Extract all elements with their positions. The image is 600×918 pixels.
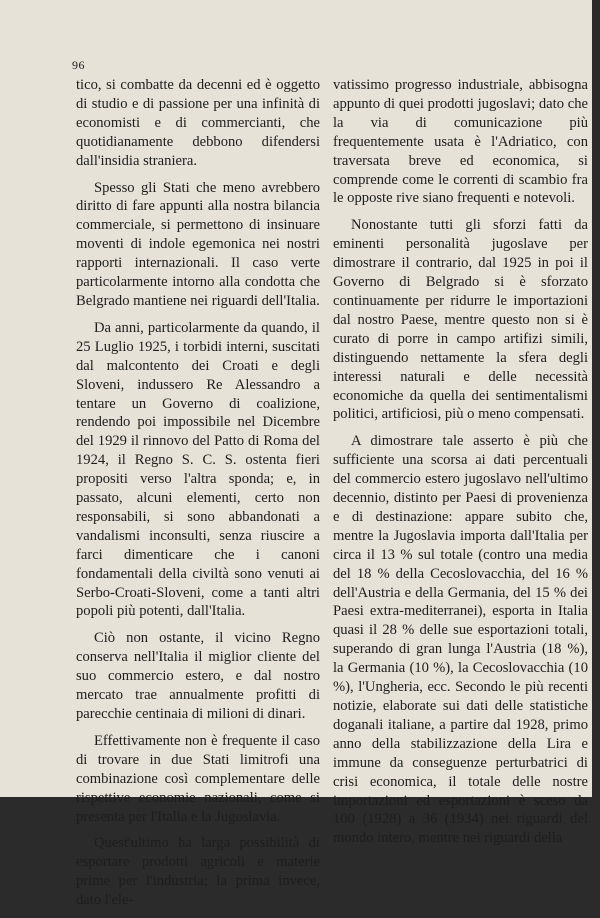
paragraph: Spesso gli Stati che meno avrebbero diritto di fare appunti alla nostra bilancia commerciale, si permettono di insinuare moventi di indole egemonica nei nostri rapporti internazionali. Il caso verte particolarmente intorno alla condotta che Belgrado mantiene nei riguardi dell'Italia. [76,179,320,309]
paragraph: Ciò non ostante, il vicino Regno conserva nell'Italia il miglior cliente del suo commercio estero, e dal nostro mercato trae annualmente profitti di parecchie centinaia di milioni di dinari. [76,630,320,722]
paragraph: Quest'ultimo ha larga possibilità di esportare prodotti agricoli e materie prime per l'industria; la prima invece, dato l'ele- [76,835,320,909]
paragraph: vatissimo progresso industriale, abbisogna appunto di quei prodotti jugoslavi; dato che la via di comunicazione più frequentemente usata è l'Adriatico, con traversata breve ed economica, si comprende come le correnti di scambio fra le opposte rive siano frequenti e notevoli. [333,77,588,207]
paragraph: Da anni, particolarmente da quando, il 25 Luglio 1925, i torbidi interni, suscitati dal malcontento dei Croati e degli Sloveni, indussero Re Alessandro a tentare un Governo di coalizione, rendendo poi impossibile nel Dicembre del 1929 il rinnovo del Patto di Roma del 1924, il Regno S. C. S. ostenta fieri propositi verso l'altra sponda; e, in passato, alcuni elementi, certo non responsabili, si sono abbandonati a vandalismi inconsulti, senza riuscire a farci dimenticare che i canoni fondamentali della civiltà sono venuti ai Serbo-Croati-Sloveni, come a tanti altri popoli più potenti, dall'Italia. [76,319,320,620]
paragraph: tico, si combatte da decenni ed è oggetto di studio e di passione per una infinità di economisti e di commercianti, che quotidianamente debbono difendersi dall'insidia straniera. [76,77,320,169]
paragraph: Effettivamente non è frequente il caso di trovare in due Stati limitrofi una combinazione così complementare delle rispettive economie nazionali, come si presenta per l'Italia e la Jugoslavia. [76,732,320,825]
page-number: 96 [72,58,85,72]
paragraph: Nonostante tutti gli sforzi fatti da eminenti personalità jugoslave per dimostrare il contrario, dal 1925 in poi il Governo di Belgrado si è sforzato continuamente per ridurre le importazioni dal nostro Paese, mentre questo non si è curato di porre in campo artifizi simili, distinguendo nettamente la sfera degli interessi naturali e delle necessità economiche da quella dei sentimentalismi politici, artificiosi, più o meno compensati. [333,217,588,423]
left-column [76,76,320,918]
right-column [333,76,588,856]
paragraph: A dimostrare tale asserto è più che sufficiente una scorsa ai dati percentuali del commercio estero jugoslavo nell'ultimo decennio, distinto per Paesi di provenienza e di destinazione: appare subito che, mentre la Jugoslavia importa dall'Italia per circa il 13 % sul totale (contro una media del 18 % della Cecoslovacchia, del 16 % dell'Austria e della Germania, del 15 % dei Paesi extra-mediterranei), esporta in Italia quasi il 28 % delle sue esportazioni totali, superando di gran lunga l'Austria (18 %), la Germania (10 %), la Cecoslovacchia (10 %), l'Ungheria, ecc. Secondo le più recenti notizie, elaborate sui dati delle statistiche doganali italiane, a partire dal 1928, primo anno della stabilizzazione della Lira e immune da conseguenze perturbatrici di crisi economica, il totale delle nostre importazioni ed esportazioni è sceso da 100 (1928) a 36 (1934) nei riguardi del mondo intero, mentre nei riguardi della [333,433,588,847]
